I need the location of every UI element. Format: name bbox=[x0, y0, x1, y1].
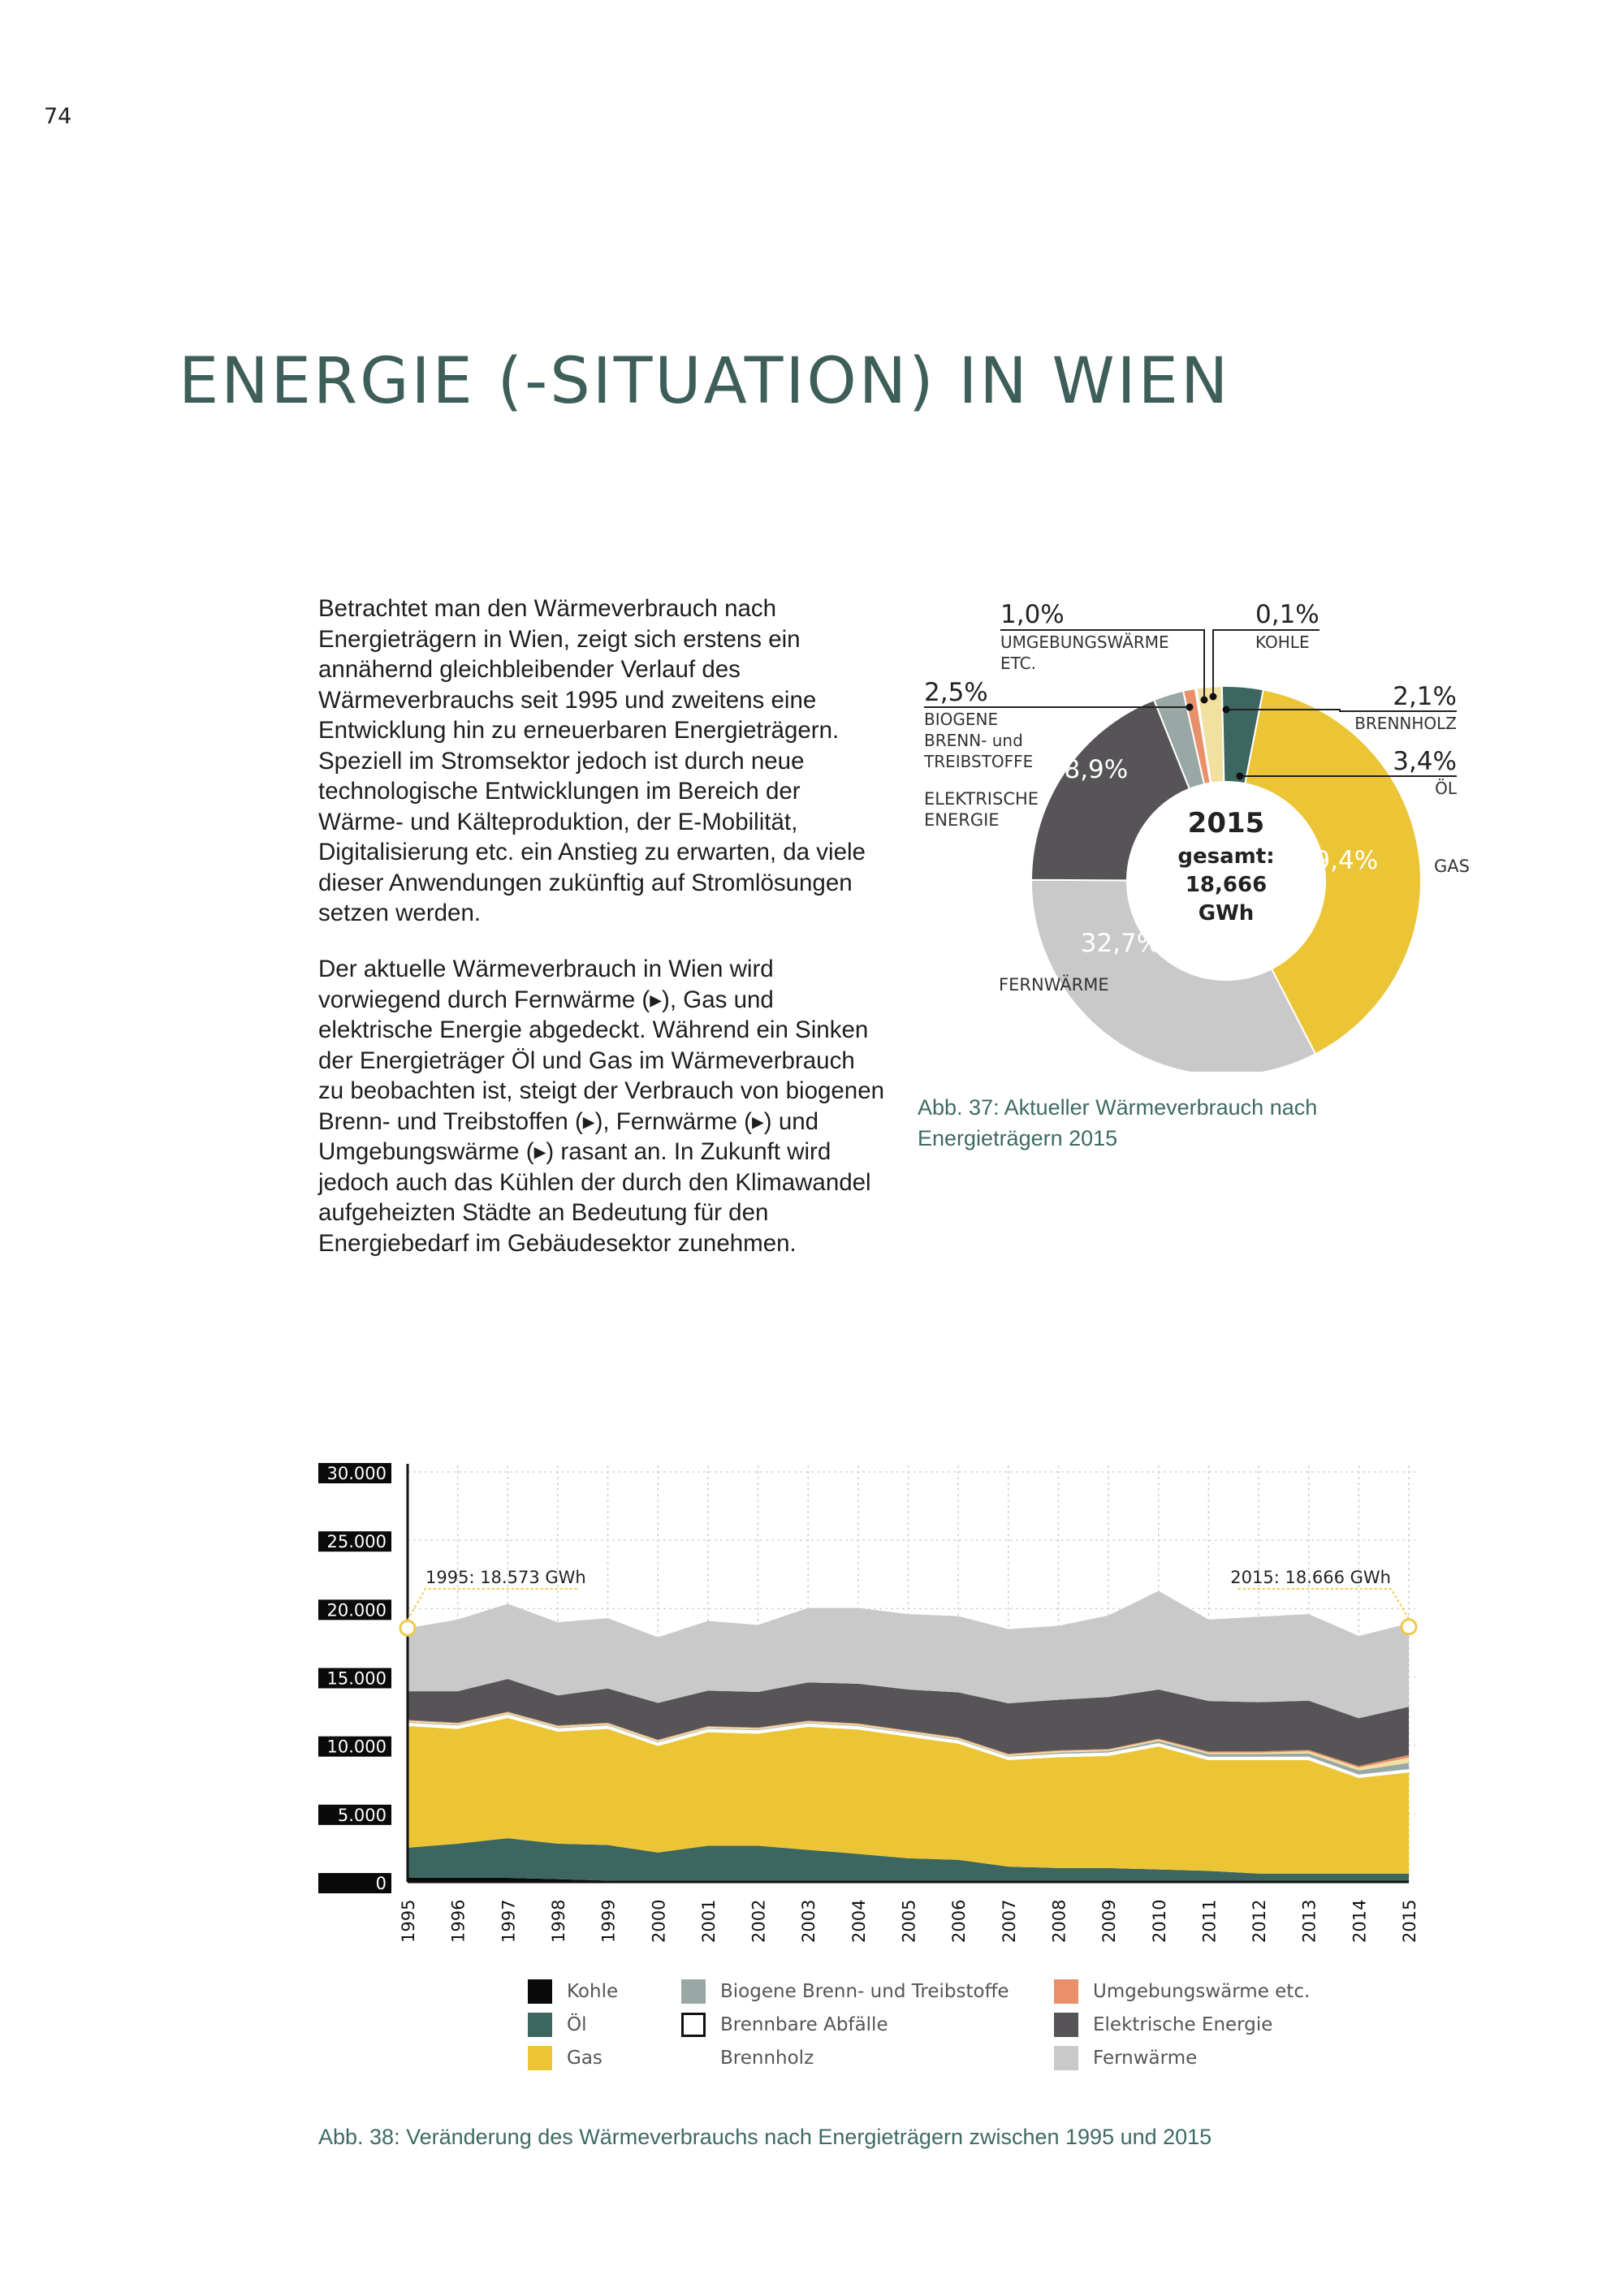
legend-swatch-kohle bbox=[528, 1979, 552, 2004]
legend-swatch-gas bbox=[528, 2046, 552, 2070]
x-tick-label-17: 2012 bbox=[1250, 1899, 1270, 1943]
label-elektrisch-2: ENERGIE bbox=[924, 810, 1000, 830]
label-brennholz: BRENNHOLZ bbox=[1354, 714, 1457, 733]
legend-label-kohle: Kohle bbox=[567, 1981, 619, 2002]
legend-item-abfaelle bbox=[681, 2011, 888, 2039]
legend-swatch-fernwaerme bbox=[1054, 2046, 1078, 2070]
y-tick-label-2: 10.000 bbox=[326, 1737, 387, 1757]
legend-swatch-umgebung bbox=[1054, 1979, 1078, 2004]
legend-label-elektrisch: Elektrische Energie bbox=[1093, 2014, 1273, 2035]
area-chart-legend bbox=[528, 1978, 1340, 2075]
x-tick-label-13: 2008 bbox=[1049, 1899, 1069, 1943]
label-kohle: KOHLE bbox=[1255, 632, 1310, 652]
x-tick-label-2: 1997 bbox=[499, 1899, 519, 1943]
x-tick-label-1: 1996 bbox=[448, 1899, 469, 1943]
legend-label-brennholz: Brennholz bbox=[720, 2048, 814, 2069]
legend-swatch-oel bbox=[528, 2013, 552, 2037]
legend-swatch-abfaelle bbox=[681, 2013, 706, 2037]
legend-item-fernwaerme bbox=[1054, 2044, 1197, 2072]
legend-label-biogen: Biogene Brenn- und Treibstoffe bbox=[720, 1981, 1009, 2002]
body-paragraph-1: Betrachtet man den Wärmeverbrauch nach Energieträgern in Wien, zeigt sich erstens ein annähernd gleichbleibender Verlauf des Wärmeverbrauchs seit 1995 und zweitens eine Entwicklung hin zu erneuerbaren Energieträgern. Speziell im Stromsektor jedoch ist durch neue technologische Entwicklungen im Bereich der Wärme- und Kälteproduktion, der E-Mobilität, Digitalisierung etc. ein Anstieg zu erwarten, da viele dieser Anwendungen zukünftig auf Stromlösungen setzen werden. bbox=[318, 595, 866, 926]
legend-item-brennholz bbox=[681, 2044, 814, 2072]
page-number: 74 bbox=[44, 104, 72, 129]
x-tick-label-16: 2011 bbox=[1199, 1899, 1220, 1943]
y-tick-label-5: 25.000 bbox=[326, 1532, 387, 1552]
value-kohle: 0,1% bbox=[1255, 600, 1320, 629]
body-paragraph-2: Der aktuelle Wärmeverbrauch in Wien wird vorwiegend durch Fernwärme (▸), Gas und elektrische Energie abgedeckt. Während ein Sinken der Energieträger Öl und Gas im Wärmeverbrauch zu beobachten ist, steigt der Verbrauch von biogenen Brenn- und Treibstoffen (▸), Fernwärme (▸) und Umgebungswärme (▸) rasant an. In Zukunft wird jedoch auch das Kühlen der durch den Klimawandel aufgeheizten Städte an Bedeutung für den Energiebedarf im Gebäudesektor zunehmen. bbox=[318, 956, 885, 1257]
page-title: ENERGIE (-SITUATION) IN WIEN bbox=[179, 345, 1231, 418]
label-umgebung-2: ETC. bbox=[1000, 654, 1037, 673]
value-biogen: 2,5% bbox=[924, 678, 988, 707]
donut-center-label: gesamt: bbox=[1177, 844, 1275, 869]
donut-value-2: 18,9% bbox=[1047, 755, 1129, 784]
legend-label-gas: Gas bbox=[567, 2048, 603, 2069]
legend-item-biogen bbox=[681, 1978, 1009, 2005]
x-tick-label-18: 2013 bbox=[1299, 1899, 1320, 1943]
donut-center-total: 18,666 bbox=[1185, 873, 1268, 897]
x-tick-label-14: 2009 bbox=[1099, 1899, 1120, 1943]
annotation-marker-0 bbox=[400, 1621, 415, 1635]
label-biogen-2: BRENN- und bbox=[924, 731, 1023, 750]
donut-value-1: 32,7% bbox=[1080, 929, 1161, 958]
legend-swatch-biogen bbox=[681, 1979, 706, 2004]
x-tick-label-11: 2006 bbox=[949, 1899, 970, 1943]
legend-item-elektrisch bbox=[1054, 2011, 1272, 2039]
y-tick-label-6: 30.000 bbox=[326, 1464, 387, 1483]
legend-item-kohle bbox=[528, 1978, 618, 2005]
donut-value-0: 39,4% bbox=[1298, 846, 1379, 875]
y-tick-label-1: 5.000 bbox=[337, 1805, 387, 1825]
legend-item-umgebung bbox=[1054, 1978, 1310, 2005]
donut-center-year: 2015 bbox=[1187, 807, 1265, 839]
x-tick-label-6: 2001 bbox=[698, 1899, 719, 1943]
legend-label-abfaelle: Brennbare Abfälle bbox=[720, 2014, 888, 2035]
value-oel: 3,4% bbox=[1393, 747, 1457, 776]
area-chart-caption: Abb. 38: Veränderung des Wärmeverbrauchs nach Energieträgern zwischen 1995 und 2015 bbox=[318, 2125, 1212, 2149]
label-gas: GAS bbox=[1434, 857, 1470, 876]
x-tick-label-19: 2014 bbox=[1350, 1899, 1370, 1943]
x-tick-label-9: 2004 bbox=[849, 1899, 869, 1943]
x-tick-label-4: 1999 bbox=[598, 1899, 619, 1943]
label-biogen-1: BIOGENE bbox=[924, 710, 999, 729]
legend-label-umgebung: Umgebungswärme etc. bbox=[1093, 1981, 1311, 2002]
legend-item-gas bbox=[528, 2044, 603, 2072]
annotation-leader-1 bbox=[1237, 1589, 1409, 1619]
legend-swatch-brennholz bbox=[681, 2046, 706, 2070]
x-tick-label-12: 2007 bbox=[999, 1899, 1019, 1943]
annotation-label-0: 1995: 18.573 GWh bbox=[425, 1568, 586, 1587]
y-tick-label-0: 0 bbox=[375, 1874, 387, 1893]
x-tick-label-10: 2005 bbox=[899, 1899, 919, 1943]
label-oel: ÖL bbox=[1435, 779, 1457, 798]
value-umgebung: 1,0% bbox=[1000, 600, 1065, 629]
x-tick-label-7: 2002 bbox=[749, 1899, 769, 1943]
pie-chart-caption: Abb. 37: Aktueller Wärmeverbrauch nach Energieträgern 2015 bbox=[918, 1095, 1318, 1150]
legend-label-oel: Öl bbox=[567, 2014, 587, 2035]
label-fernwaerme: FERNWÄRME bbox=[999, 975, 1109, 995]
x-tick-label-20: 2015 bbox=[1400, 1899, 1419, 1943]
legend-item-oel bbox=[528, 2011, 587, 2039]
annotation-label-1: 2015: 18.666 GWh bbox=[1230, 1568, 1391, 1587]
label-elektrisch-1: ELEKTRISCHE bbox=[924, 789, 1039, 809]
annotation-marker-1 bbox=[1402, 1620, 1416, 1634]
label-umgebung-1: UMGEBUNGSWÄRME bbox=[1000, 632, 1169, 652]
x-tick-label-15: 2010 bbox=[1149, 1899, 1169, 1943]
x-tick-label-5: 2000 bbox=[649, 1899, 669, 1943]
x-tick-label-0: 1995 bbox=[399, 1899, 418, 1943]
donut-center-unit: GWh bbox=[1198, 901, 1255, 926]
value-brennholz: 2,1% bbox=[1393, 682, 1457, 711]
label-biogen-3: TREIBSTOFFE bbox=[924, 752, 1034, 771]
legend-swatch-elektrisch bbox=[1054, 2013, 1078, 2037]
y-tick-label-3: 15.000 bbox=[326, 1668, 387, 1689]
legend-label-fernwaerme: Fernwärme bbox=[1093, 2048, 1198, 2069]
y-tick-label-4: 20.000 bbox=[326, 1600, 387, 1621]
x-tick-label-3: 1998 bbox=[548, 1899, 568, 1943]
x-tick-label-8: 2003 bbox=[799, 1899, 819, 1943]
